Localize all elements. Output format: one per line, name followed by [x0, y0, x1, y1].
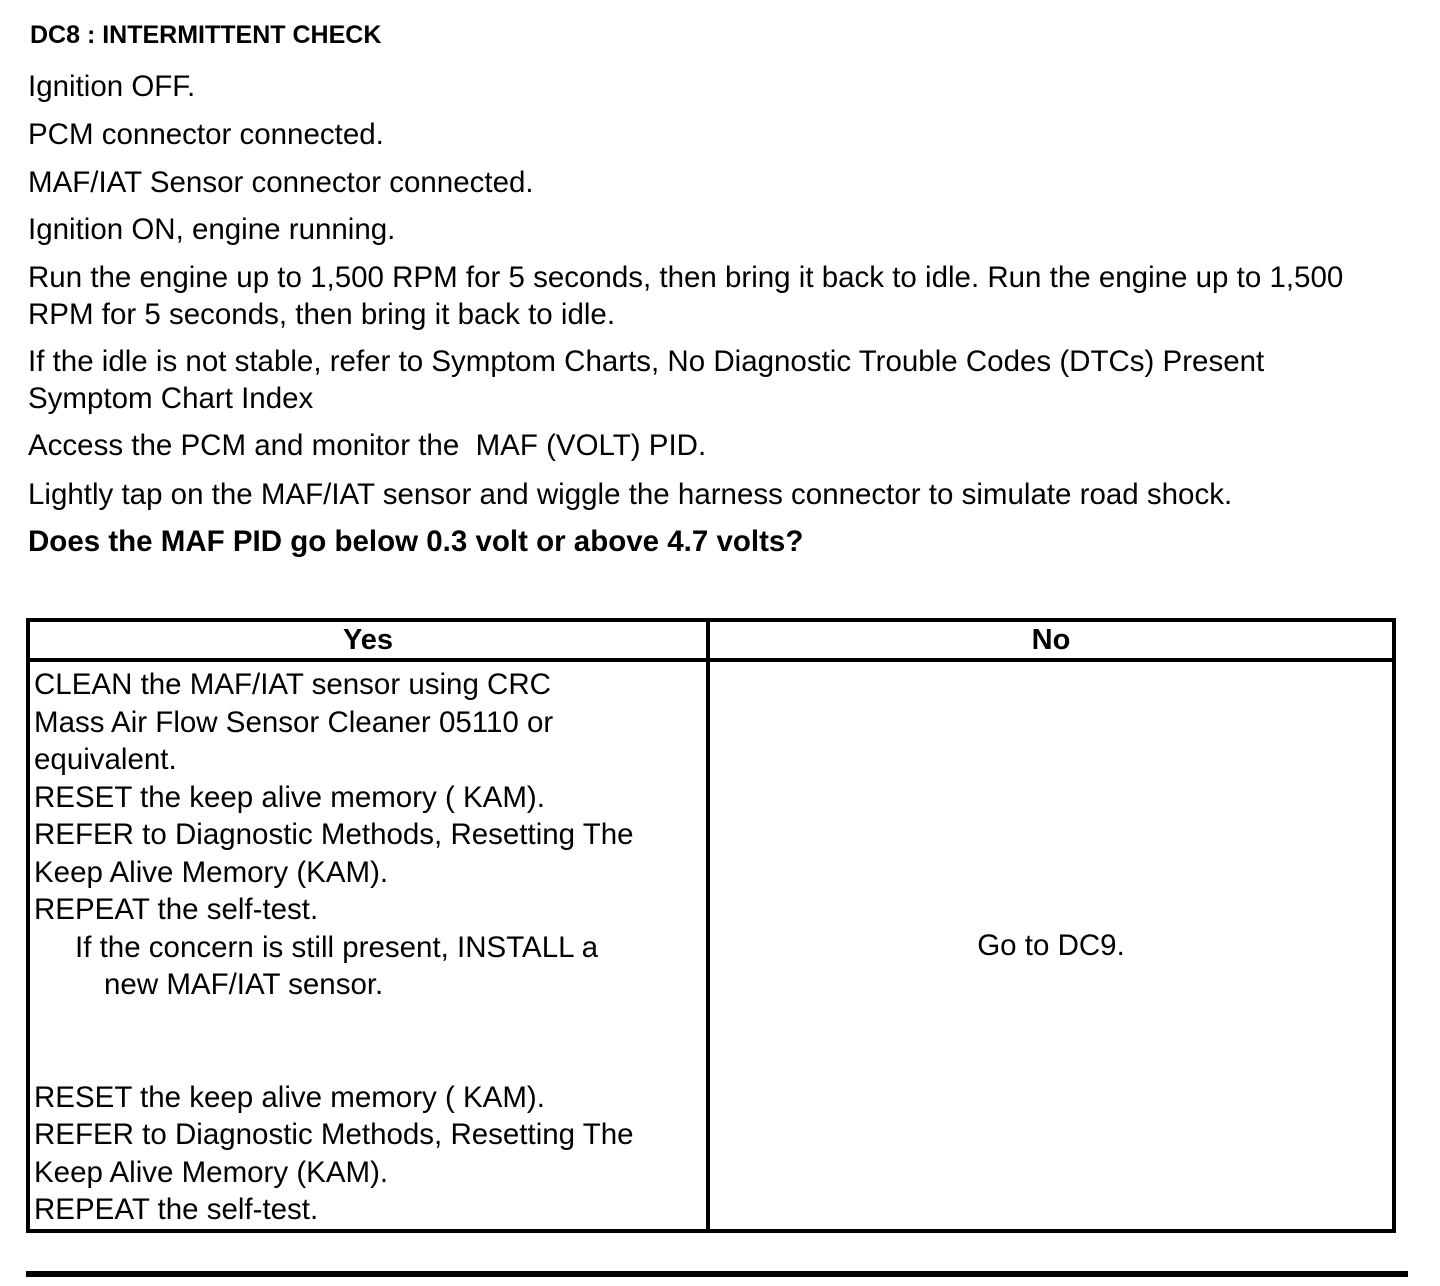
yes-cell — [28, 660, 708, 1231]
step-idle-not-stable: If the idle is not stable, refer to Symptom Charts, No Diagnostic Trouble Codes (DTCs) Present Symptom Chart Index — [28, 345, 1281, 415]
step-tap-sensor: Lightly tap on the MAF/IAT sensor and wiggle the harness connector to simulate road shock. — [28, 478, 1233, 511]
yes-line: REFER to Diagnostic Methods, Resetting The — [34, 1118, 634, 1151]
question-text: Does the MAF PID go below 0.3 volt or above 4.7 volts? — [28, 525, 804, 558]
yes-line: RESET the keep alive memory ( KAM). — [34, 780, 545, 814]
table-header-row — [28, 620, 1394, 660]
bottom-divider — [26, 1271, 1408, 1277]
step-pcm-connector: PCM connector connected. — [28, 118, 384, 151]
no-cell: Go to DC9. — [708, 660, 1394, 1231]
yes-line: If the concern is still present, INSTALL a — [75, 930, 599, 964]
yes-line: Mass Air Flow Sensor Cleaner 05110 or — [34, 705, 554, 739]
yes-line: Keep Alive Memory (KAM). — [34, 1155, 389, 1189]
yes-line: equivalent. — [34, 743, 177, 776]
table-row — [28, 660, 1394, 1231]
step-ignition-on: Ignition ON, engine running. — [28, 213, 396, 246]
yes-line: Keep Alive Memory (KAM). — [34, 855, 389, 889]
step-access-pcm: Access the PCM and monitor the MAF (VOLT) PID. — [28, 429, 707, 462]
header-yes: Yes — [28, 620, 708, 660]
page-title: DC8 : INTERMITTENT CHECK — [30, 21, 382, 49]
yes-line: REFER to Diagnostic Methods, Resetting The — [34, 818, 634, 851]
yes-line: REPEAT the self-test. — [34, 893, 319, 926]
step-maf-connector: MAF/IAT Sensor connector connected. — [28, 166, 534, 199]
yes-line: REPEAT the self-test. — [34, 1193, 319, 1226]
yes-spacer — [34, 1004, 706, 1079]
yes-line: new MAF/IAT sensor. — [104, 968, 384, 1001]
header-no: No — [708, 620, 1394, 660]
yes-line: RESET the keep alive memory ( KAM). — [34, 1080, 545, 1114]
yes-line: CLEAN the MAF/IAT sensor using CRC — [34, 668, 551, 701]
result-table — [26, 618, 1396, 1233]
step-ignition-off: Ignition OFF. — [28, 70, 196, 103]
step-run-engine: Run the engine up to 1,500 RPM for 5 seconds, then bring it back to idle. Run the engine up to 1,500 RPM for 5 seconds, then bring it back to idle. — [28, 261, 1352, 331]
